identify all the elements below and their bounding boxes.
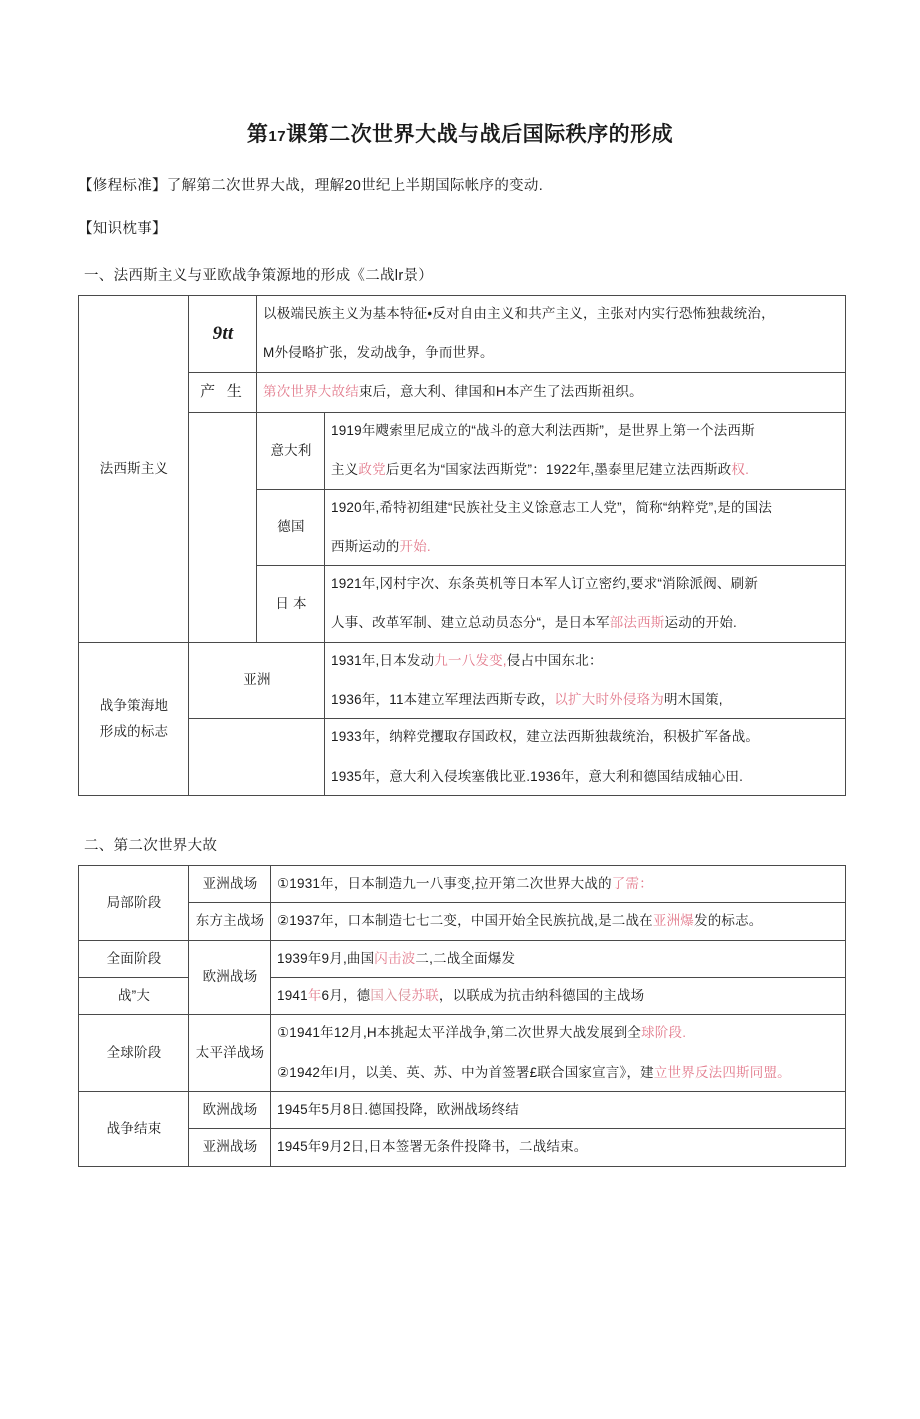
full-line-2 — [277, 983, 840, 1009]
local-stage-asia-cell — [271, 866, 846, 903]
definition-line-1: 以极端民族主义为基本特征•反对自由主义和共产主义，主张对内实行恐怖独裁统治， — [263, 306, 775, 321]
category-war-origins — [79, 642, 189, 795]
spacer-column-europe — [189, 719, 325, 796]
label-9tt-text: 9tt — [212, 323, 234, 345]
table-row — [79, 866, 846, 903]
full-l1-b: 二,二战全面爆发 — [415, 950, 516, 966]
theater-asia-end: 亚洲战场 — [189, 1129, 271, 1166]
local-line-2 — [277, 908, 840, 934]
full-stage-cell-1 — [271, 940, 846, 977]
section-heading-two: 二、第二次世界大故 — [84, 838, 218, 854]
full-l2-c: ，以联成为抗击纳科德国的主战场 — [438, 987, 645, 1003]
war-end-asia-line: 1945年9月2日,日本签署无条件投降书，二战结束。 — [277, 1139, 588, 1155]
sub-japan: 日 本 — [257, 566, 325, 643]
local-l2-a: ②1937年，口本制造七七二变，中国开始全民族抗战,是二战在 — [277, 913, 653, 929]
germany-cell — [325, 489, 846, 566]
japan-line-1: 1921年,冈村宇次、东条英机等日本军人订立密约,要求“消除派阀、刷新 — [331, 576, 759, 592]
germany-line-1: 1920年,希特初组建“民族社殳主义馀意志工人党”，简称“纳粹党”,是的国法 — [331, 499, 773, 515]
asia-l1-b: 侵占中国东北： — [506, 652, 603, 668]
sub-germany: 德国 — [257, 489, 325, 566]
japan-l2-a: 人事、改革军制、建立总动员态分“，是日本军 — [331, 615, 610, 631]
category-war-origins-line-2: 形成的标志 — [99, 723, 169, 739]
stage-full-line-2: 战”大 — [79, 977, 189, 1014]
japan-cell — [325, 566, 846, 643]
theater-east-main: 东方主战场 — [189, 903, 271, 940]
category-fascism: 法西斯主义 — [79, 296, 189, 643]
italy-l2-red1: 政党 — [358, 462, 386, 478]
japan-l2-b: 运动的开始. — [664, 615, 737, 631]
label-emergence — [189, 372, 257, 412]
global-l1-a: ①1941年12月,H本挑起太平洋战争,第二次世界大战发展到全 — [277, 1025, 642, 1041]
stage-global: 全球阶段 — [79, 1015, 189, 1092]
definition-line-2: M外侵略扩张，发动战争，争而世界。 — [263, 345, 494, 361]
italy-line-1: 1919年飕索里尼成立的“战斗的意大利法西斯”，是世界上第一个法西斯 — [331, 422, 755, 438]
page-title — [0, 118, 920, 148]
italy-l2-a: 主义 — [331, 462, 359, 478]
label-definition — [189, 296, 257, 373]
emergence-cell — [257, 372, 846, 412]
theater-pacific: 太平洋战场 — [189, 1015, 271, 1092]
full-l2-red2: 国入侵 — [370, 987, 412, 1003]
full-l1-red: 闪击波 — [374, 950, 416, 966]
asia-l1-red: 九一八发变, — [434, 652, 507, 668]
full-l2-a: 1941 — [277, 987, 308, 1003]
document-page — [0, 118, 920, 1167]
label-emergence-text: 产 生 — [200, 383, 246, 400]
fascism-origins-table — [78, 295, 846, 796]
full-l1-a: 1939年9月,曲国 — [277, 950, 375, 966]
local-l2-red: 亚洲爆 — [652, 913, 694, 929]
italy-cell — [325, 412, 846, 489]
asia-line-1 — [331, 648, 840, 674]
stage-war-end: 战争结束 — [79, 1091, 189, 1166]
full-l2-red3: 苏联 — [411, 987, 439, 1003]
japan-l2-red: 部法西斯 — [609, 615, 665, 631]
local-l2-b: 发的标志。 — [694, 913, 763, 929]
knowledge-heading-paragraph: 【知识枕事】 — [78, 221, 167, 237]
table-row — [79, 719, 846, 796]
italy-l2-red2: 权. — [731, 462, 750, 478]
table-row — [79, 642, 846, 719]
europe-line-2: 1935年，意大利入侵埃塞俄比亚.1936年，意大利和德国结成轴心田. — [331, 768, 744, 784]
definition-cell — [257, 296, 846, 373]
table-row — [79, 940, 846, 977]
title-rest: 课第二次世界大战与战后国际秩序的形成 — [286, 123, 674, 146]
section-heading-one: 一、法西斯主义与亚欧战争策源地的形成《二战lr景） — [84, 268, 434, 284]
asia-l2-a: 1936年，11本建立军理法西斯专政， — [331, 692, 555, 708]
stage-local: 局部阶段 — [79, 866, 189, 941]
table-row — [79, 372, 846, 412]
europe-origin-cell — [325, 719, 846, 796]
asia-origin-cell — [325, 642, 846, 719]
local-l1-a: ①1931年，日本制造九一八事变,拉开第二次世界大战的 — [277, 876, 612, 891]
war-end-asia-cell — [271, 1129, 846, 1166]
global-line-2 — [277, 1060, 840, 1086]
sub-italy: 意大利 — [257, 412, 325, 489]
table-row — [79, 903, 846, 940]
global-l2-a: ②1942年I月，以美、英、苏、中为首签署£联合国家宣言》，建 — [277, 1064, 654, 1080]
title-lesson-number: 17 — [268, 128, 287, 145]
table-row — [79, 296, 846, 373]
local-line-1 — [277, 871, 840, 897]
global-line-1 — [277, 1020, 840, 1046]
germany-l2-red: 开始. — [399, 538, 431, 554]
global-stage-cell — [271, 1015, 846, 1092]
table-row — [79, 1091, 846, 1128]
emergence-red: 第次世界大故结 — [263, 384, 359, 400]
theater-asia: 亚洲战场 — [189, 866, 271, 903]
war-end-europe-cell — [271, 1091, 846, 1128]
emergence-black: 束后，意大利、律国和H本产生了法西斯祖织。 — [358, 384, 643, 400]
table-row — [79, 1129, 846, 1166]
spacer-column — [189, 412, 257, 642]
germany-l2-a: 西斯运动的 — [331, 538, 400, 554]
full-line-1 — [277, 946, 840, 972]
stage-full-line-1: 全面阶段 — [79, 940, 189, 977]
global-l1-red: 球阶段. — [641, 1025, 687, 1041]
germany-line-2 — [331, 534, 840, 560]
curriculum-standard-paragraph: 【修程标准】了解第二次世界大战，理解20世纪上半期国际帐序的变动. — [78, 178, 544, 194]
category-war-origins-line-1: 战争策海地 — [99, 697, 169, 713]
theater-europe-end: 欧洲战场 — [189, 1091, 271, 1128]
asia-l2-b: 明木国策, — [663, 692, 723, 708]
war-end-europe-line: 1945年5月8日.德国投降，欧洲战场终结 — [277, 1101, 519, 1117]
europe-line-1: 1933年，纳粹党攫取存国政权，建立法西斯独裁统治，积极扩军备战。 — [331, 729, 760, 745]
global-l2-red: 立世界反法四斯同盟。 — [653, 1064, 791, 1080]
asia-line-2 — [331, 687, 840, 713]
local-l1-red: 了需： — [611, 876, 653, 891]
italy-line-2 — [331, 457, 840, 483]
emergence-line — [263, 379, 840, 405]
asia-l2-red: 以扩大时外侵珞为 — [554, 692, 664, 708]
full-l2-red1: 年 — [307, 987, 322, 1003]
theater-europe-full: 欧洲战场 — [189, 940, 271, 1015]
wwii-stages-table — [78, 865, 846, 1167]
italy-l2-b: 后更名为“国家法西斯党”：1922年,墨泰里尼建立法西斯政 — [385, 462, 732, 478]
full-l2-b: 6月，德 — [321, 987, 371, 1003]
table-row — [79, 1015, 846, 1092]
title-prefix: 第 — [246, 123, 269, 146]
table-row — [79, 412, 846, 489]
asia-l1-a: 1931年,日本发动 — [331, 652, 435, 668]
sub-asia: 亚洲 — [189, 642, 325, 719]
japan-line-2 — [331, 610, 840, 636]
local-stage-east-cell — [271, 903, 846, 940]
full-stage-cell-2 — [271, 977, 846, 1014]
